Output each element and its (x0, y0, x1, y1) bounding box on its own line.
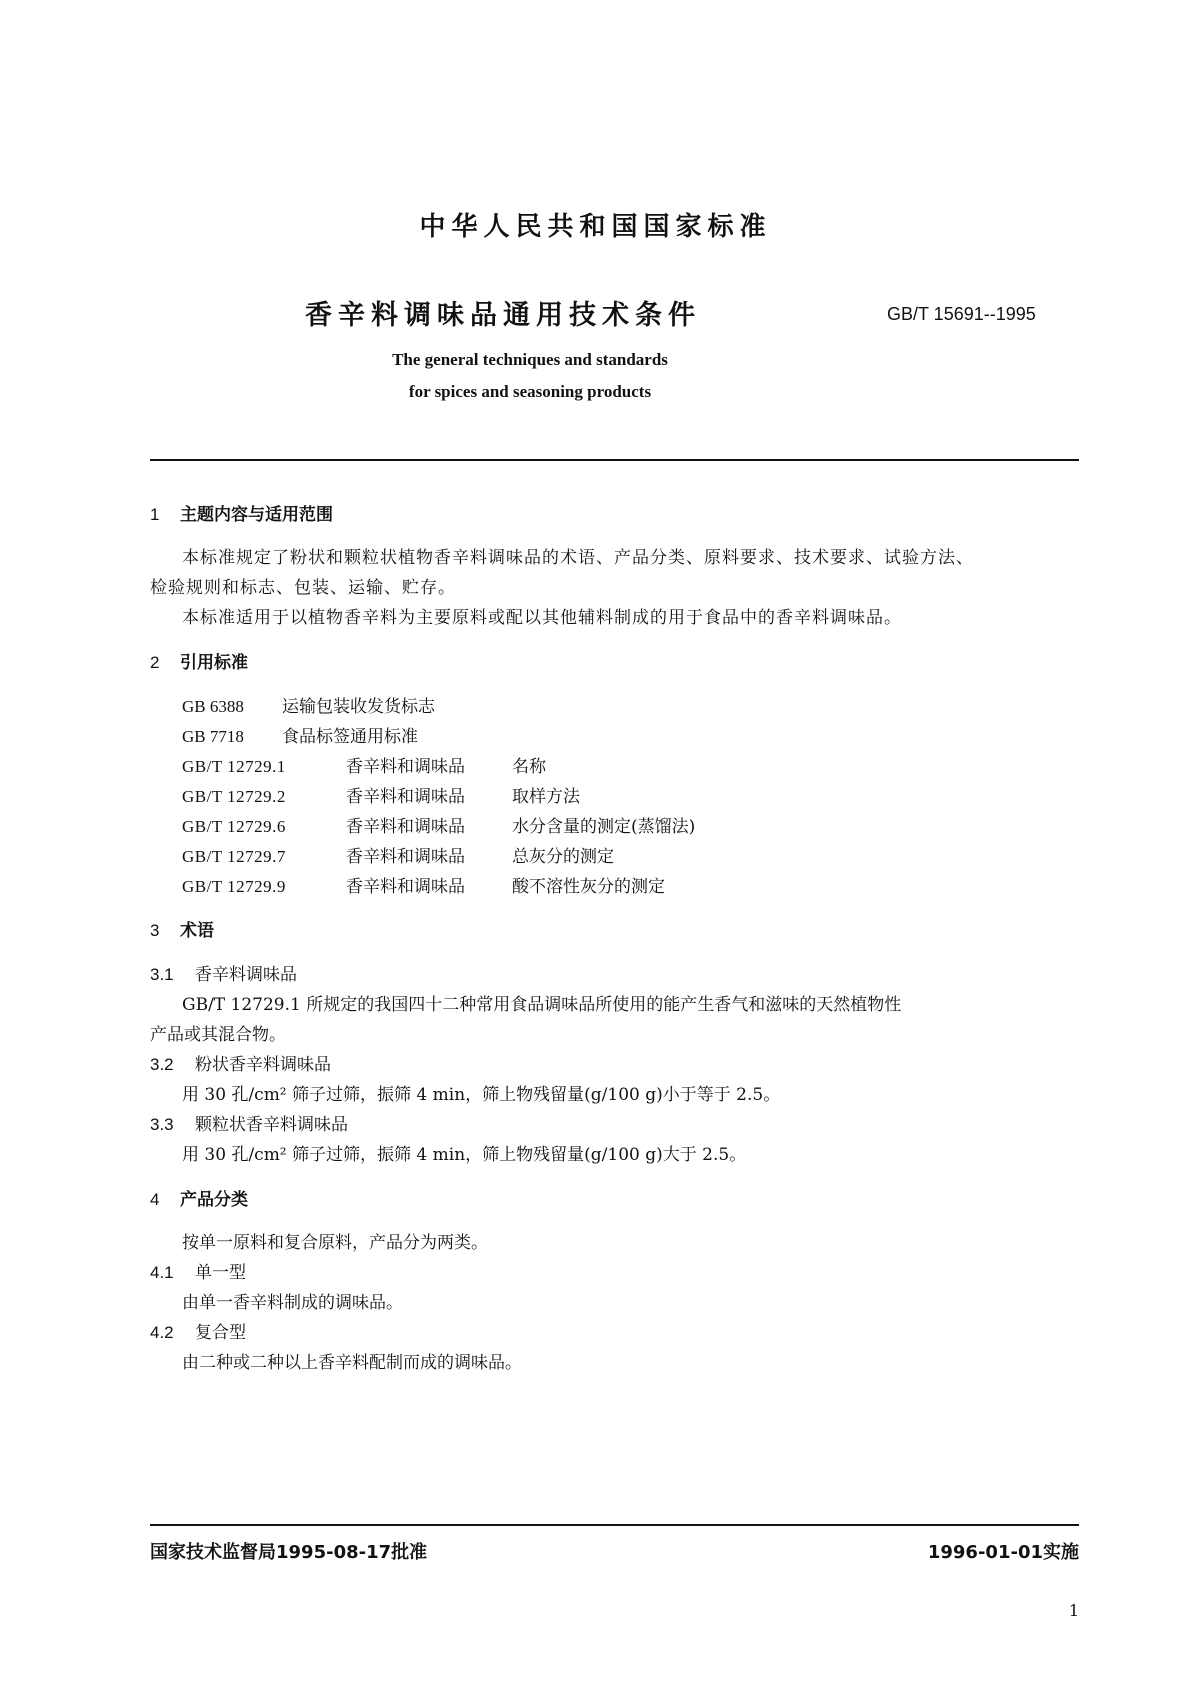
reference-title: 名称 (512, 757, 546, 777)
paragraph-line: 按单一原料和复合原料，产品分为两类。 (182, 1233, 488, 1253)
english-title-line1: The general techniques and standards (392, 350, 668, 369)
reference-item (182, 812, 695, 837)
reference-series: 香辛料和调味品 (346, 817, 465, 837)
section-title: 产品分类 (180, 1190, 248, 1210)
reference-title: 总灰分的测定 (512, 847, 614, 867)
reference-title: 水分含量的测定(蒸馏法) (512, 817, 696, 837)
clause-number: 3.1 (150, 965, 174, 984)
reference-series: 香辛料和调味品 (346, 787, 465, 807)
reference-code: GB/T 12729.2 (182, 787, 286, 806)
reference-code: GB 7718 (182, 727, 244, 746)
reference-item (182, 782, 580, 807)
term-3-1 (150, 960, 297, 985)
reference-code: GB/T 12729.6 (182, 817, 286, 836)
reference-code: GB 6388 (182, 697, 244, 716)
term-name: 颗粒状香辛料调味品 (195, 1115, 348, 1135)
clause-4-2 (150, 1318, 246, 1343)
section-number: 3 (150, 921, 160, 940)
term-definition: 用 30 孔/cm² 筛子过筛，振筛 4 min，筛上物残留量(g/100 g)小于等于 2.5。 (182, 1085, 781, 1105)
standard-type-heading: 中华人民共和国国家标准 (419, 212, 772, 242)
section-title: 主题内容与适用范围 (180, 505, 333, 525)
paragraph-line: 本标准适用于以植物香辛料为主要原料或配以其他辅料制成的用于食品中的香辛料调味品。 (182, 608, 902, 628)
reference-item (182, 872, 665, 897)
reference-item (182, 752, 546, 777)
clause-number: 3.3 (150, 1115, 174, 1134)
reference-item (182, 722, 418, 747)
reference-code: GB/T 12729.7 (182, 847, 286, 866)
paragraph-line: 产品或其混合物。 (150, 1025, 286, 1045)
header-divider (150, 459, 1079, 461)
page-number: 1 (1068, 1601, 1079, 1620)
reference-title: 运输包装收发货标志 (282, 697, 435, 717)
term-3-3 (150, 1110, 348, 1135)
english-title-line2: for spices and seasoning products (408, 382, 652, 401)
section-number: 1 (150, 505, 160, 524)
reference-series: 香辛料和调味品 (346, 757, 465, 777)
reference-item (182, 842, 614, 867)
clause-number: 4.1 (150, 1263, 174, 1282)
clause-number: 3.2 (150, 1055, 174, 1074)
approval-note: 国家技术监督局1995-08-17批准 (150, 1542, 428, 1563)
standard-code: GB/T 15691--1995 (887, 304, 1036, 324)
term-name: 粉状香辛料调味品 (195, 1055, 331, 1075)
reference-series: 香辛料和调味品 (346, 847, 465, 867)
section-2-heading (150, 648, 248, 673)
reference-title: 取样方法 (512, 787, 580, 807)
section-3-heading (150, 916, 214, 941)
reference-code: GB/T 12729.9 (182, 877, 286, 896)
footer-divider (150, 1524, 1079, 1526)
clause-4-1 (150, 1258, 246, 1283)
reference-title: 酸不溶性灰分的测定 (512, 877, 665, 897)
reference-code: GB/T 12729.1 (182, 757, 286, 776)
section-title: 术语 (180, 921, 214, 941)
paragraph-line: GB/T 12729.1 所规定的我国四十二种常用食品调味品所使用的能产生香气和滋味的天然植物性 (182, 995, 902, 1015)
reference-series: 香辛料和调味品 (346, 877, 465, 897)
reference-item (182, 692, 435, 717)
document-title: 香辛料调味品通用技术条件 (305, 300, 701, 331)
term-definition: 用 30 孔/cm² 筛子过筛，振筛 4 min，筛上物残留量(g/100 g)大于 2.5。 (182, 1145, 747, 1165)
section-number: 2 (150, 653, 160, 672)
clause-definition: 由二种或二种以上香辛料配制而成的调味品。 (182, 1353, 522, 1373)
clause-definition: 由单一香辛料制成的调味品。 (182, 1293, 403, 1313)
section-4-heading (150, 1185, 248, 1210)
term-3-2 (150, 1050, 331, 1075)
paragraph-line: 检验规则和标志、包装、运输、贮存。 (150, 578, 456, 598)
term-name: 香辛料调味品 (195, 965, 297, 985)
paragraph-line: 本标准规定了粉状和颗粒状植物香辛料调味品的术语、产品分类、原料要求、技术要求、试验方法、 (182, 548, 974, 568)
section-title: 引用标准 (180, 653, 248, 673)
reference-title: 食品标签通用标准 (282, 727, 418, 747)
section-1-heading (150, 500, 333, 525)
clause-number: 4.2 (150, 1323, 174, 1342)
section-number: 4 (150, 1190, 160, 1209)
clause-term: 单一型 (195, 1263, 246, 1283)
implementation-date: 1996-01-01实施 (927, 1542, 1079, 1563)
clause-term: 复合型 (195, 1323, 246, 1343)
